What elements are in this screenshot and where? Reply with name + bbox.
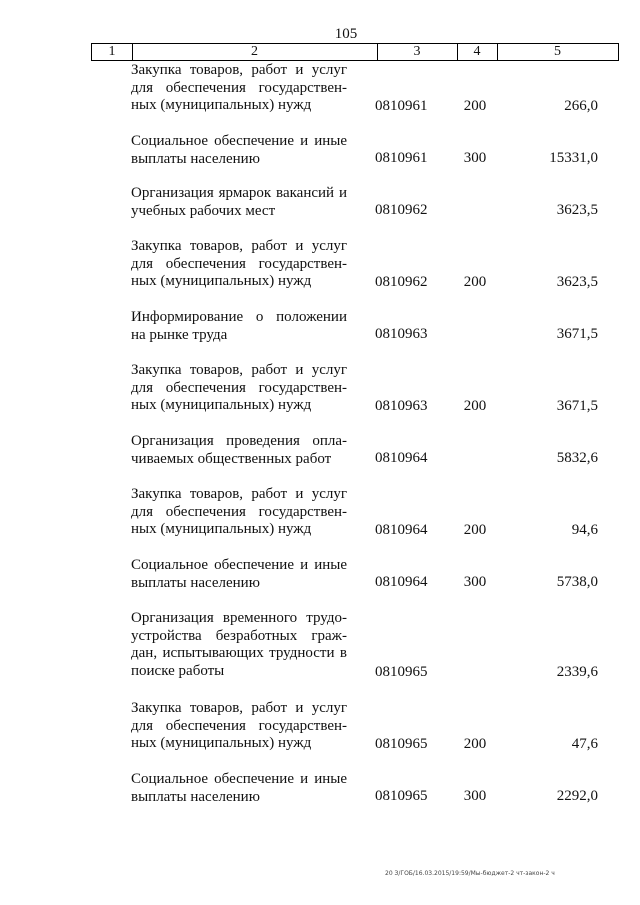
row-description: Закупка товаров, работ и услуг для обеспечения государствен-ных (муниципальных) нужд <box>131 362 347 413</box>
row-code: 0810964 <box>375 522 428 538</box>
row-amount: 3623,5 <box>556 274 598 290</box>
row-amount: 47,6 <box>571 736 598 752</box>
page-number: 105 <box>334 26 358 42</box>
row-description: Социальное обеспечение и иные выплаты населению <box>131 771 347 805</box>
row-amount: 5832,6 <box>556 450 598 466</box>
row-code: 0810961 <box>375 98 428 114</box>
row-description: Закупка товаров, работ и услуг для обеспечения государствен-ных (муниципальных) нужд <box>131 486 347 537</box>
row-amount: 2339,6 <box>556 664 598 680</box>
row-description: Организация ярмарок вакансий и учебных рабочих мест <box>131 185 347 219</box>
header-col-1: 1 <box>108 44 116 59</box>
row-code: 0810962 <box>375 274 428 290</box>
header-col-2: 2 <box>251 44 258 59</box>
row-code: 0810964 <box>375 450 428 466</box>
row-code: 0810965 <box>375 664 428 680</box>
row-code: 0810962 <box>375 202 428 218</box>
row-code: 0810964 <box>375 574 428 590</box>
row-code: 0810965 <box>375 736 428 752</box>
row-amount: 3671,5 <box>556 326 598 342</box>
header-col-3: 3 <box>413 44 421 59</box>
row-expense-type: 200 <box>463 274 487 290</box>
row-code: 0810965 <box>375 788 428 804</box>
header-col-4: 4 <box>473 44 481 59</box>
row-description: Социальное обеспечение и иные выплаты населению <box>131 133 347 167</box>
row-amount: 2292,0 <box>556 788 598 804</box>
row-description: Информирование о положении на рынке труда <box>131 309 347 343</box>
row-expense-type: 200 <box>463 736 487 752</box>
row-expense-type: 300 <box>463 574 487 590</box>
row-code: 0810963 <box>375 398 428 414</box>
row-description: Организация проведения опла-чиваемых общественных работ <box>131 433 347 467</box>
table-header <box>91 43 619 61</box>
footer-print-stamp: 20 З/ГОБ/16.03.2015/19:59/Мы-бюджет-2 чт-закон-2 ч <box>385 870 555 877</box>
row-amount: 266,0 <box>564 98 598 114</box>
row-amount: 15331,0 <box>549 150 598 166</box>
row-description: Организация временного трудо-устройства безработных граж-дан, испытывающих трудности в поиске работы <box>131 610 347 679</box>
header-col-5: 5 <box>554 44 561 59</box>
row-expense-type: 200 <box>463 522 487 538</box>
row-amount: 5738,0 <box>556 574 598 590</box>
row-description: Закупка товаров, работ и услуг для обеспечения государствен-ных (муниципальных) нужд <box>131 700 347 751</box>
row-code: 0810963 <box>375 326 428 342</box>
row-amount: 3623,5 <box>556 202 598 218</box>
row-description: Закупка товаров, работ и услуг для обеспечения государствен-ных (муниципальных) нужд <box>131 62 347 113</box>
row-expense-type: 200 <box>463 398 487 414</box>
row-expense-type: 200 <box>463 98 487 114</box>
row-expense-type: 300 <box>463 150 487 166</box>
row-expense-type: 300 <box>463 788 487 804</box>
row-code: 0810961 <box>375 150 428 166</box>
row-amount: 94,6 <box>571 522 598 538</box>
row-description: Закупка товаров, работ и услуг для обеспечения государствен-ных (муниципальных) нужд <box>131 238 347 289</box>
row-description: Социальное обеспечение и иные выплаты населению <box>131 557 347 591</box>
row-amount: 3671,5 <box>556 398 598 414</box>
